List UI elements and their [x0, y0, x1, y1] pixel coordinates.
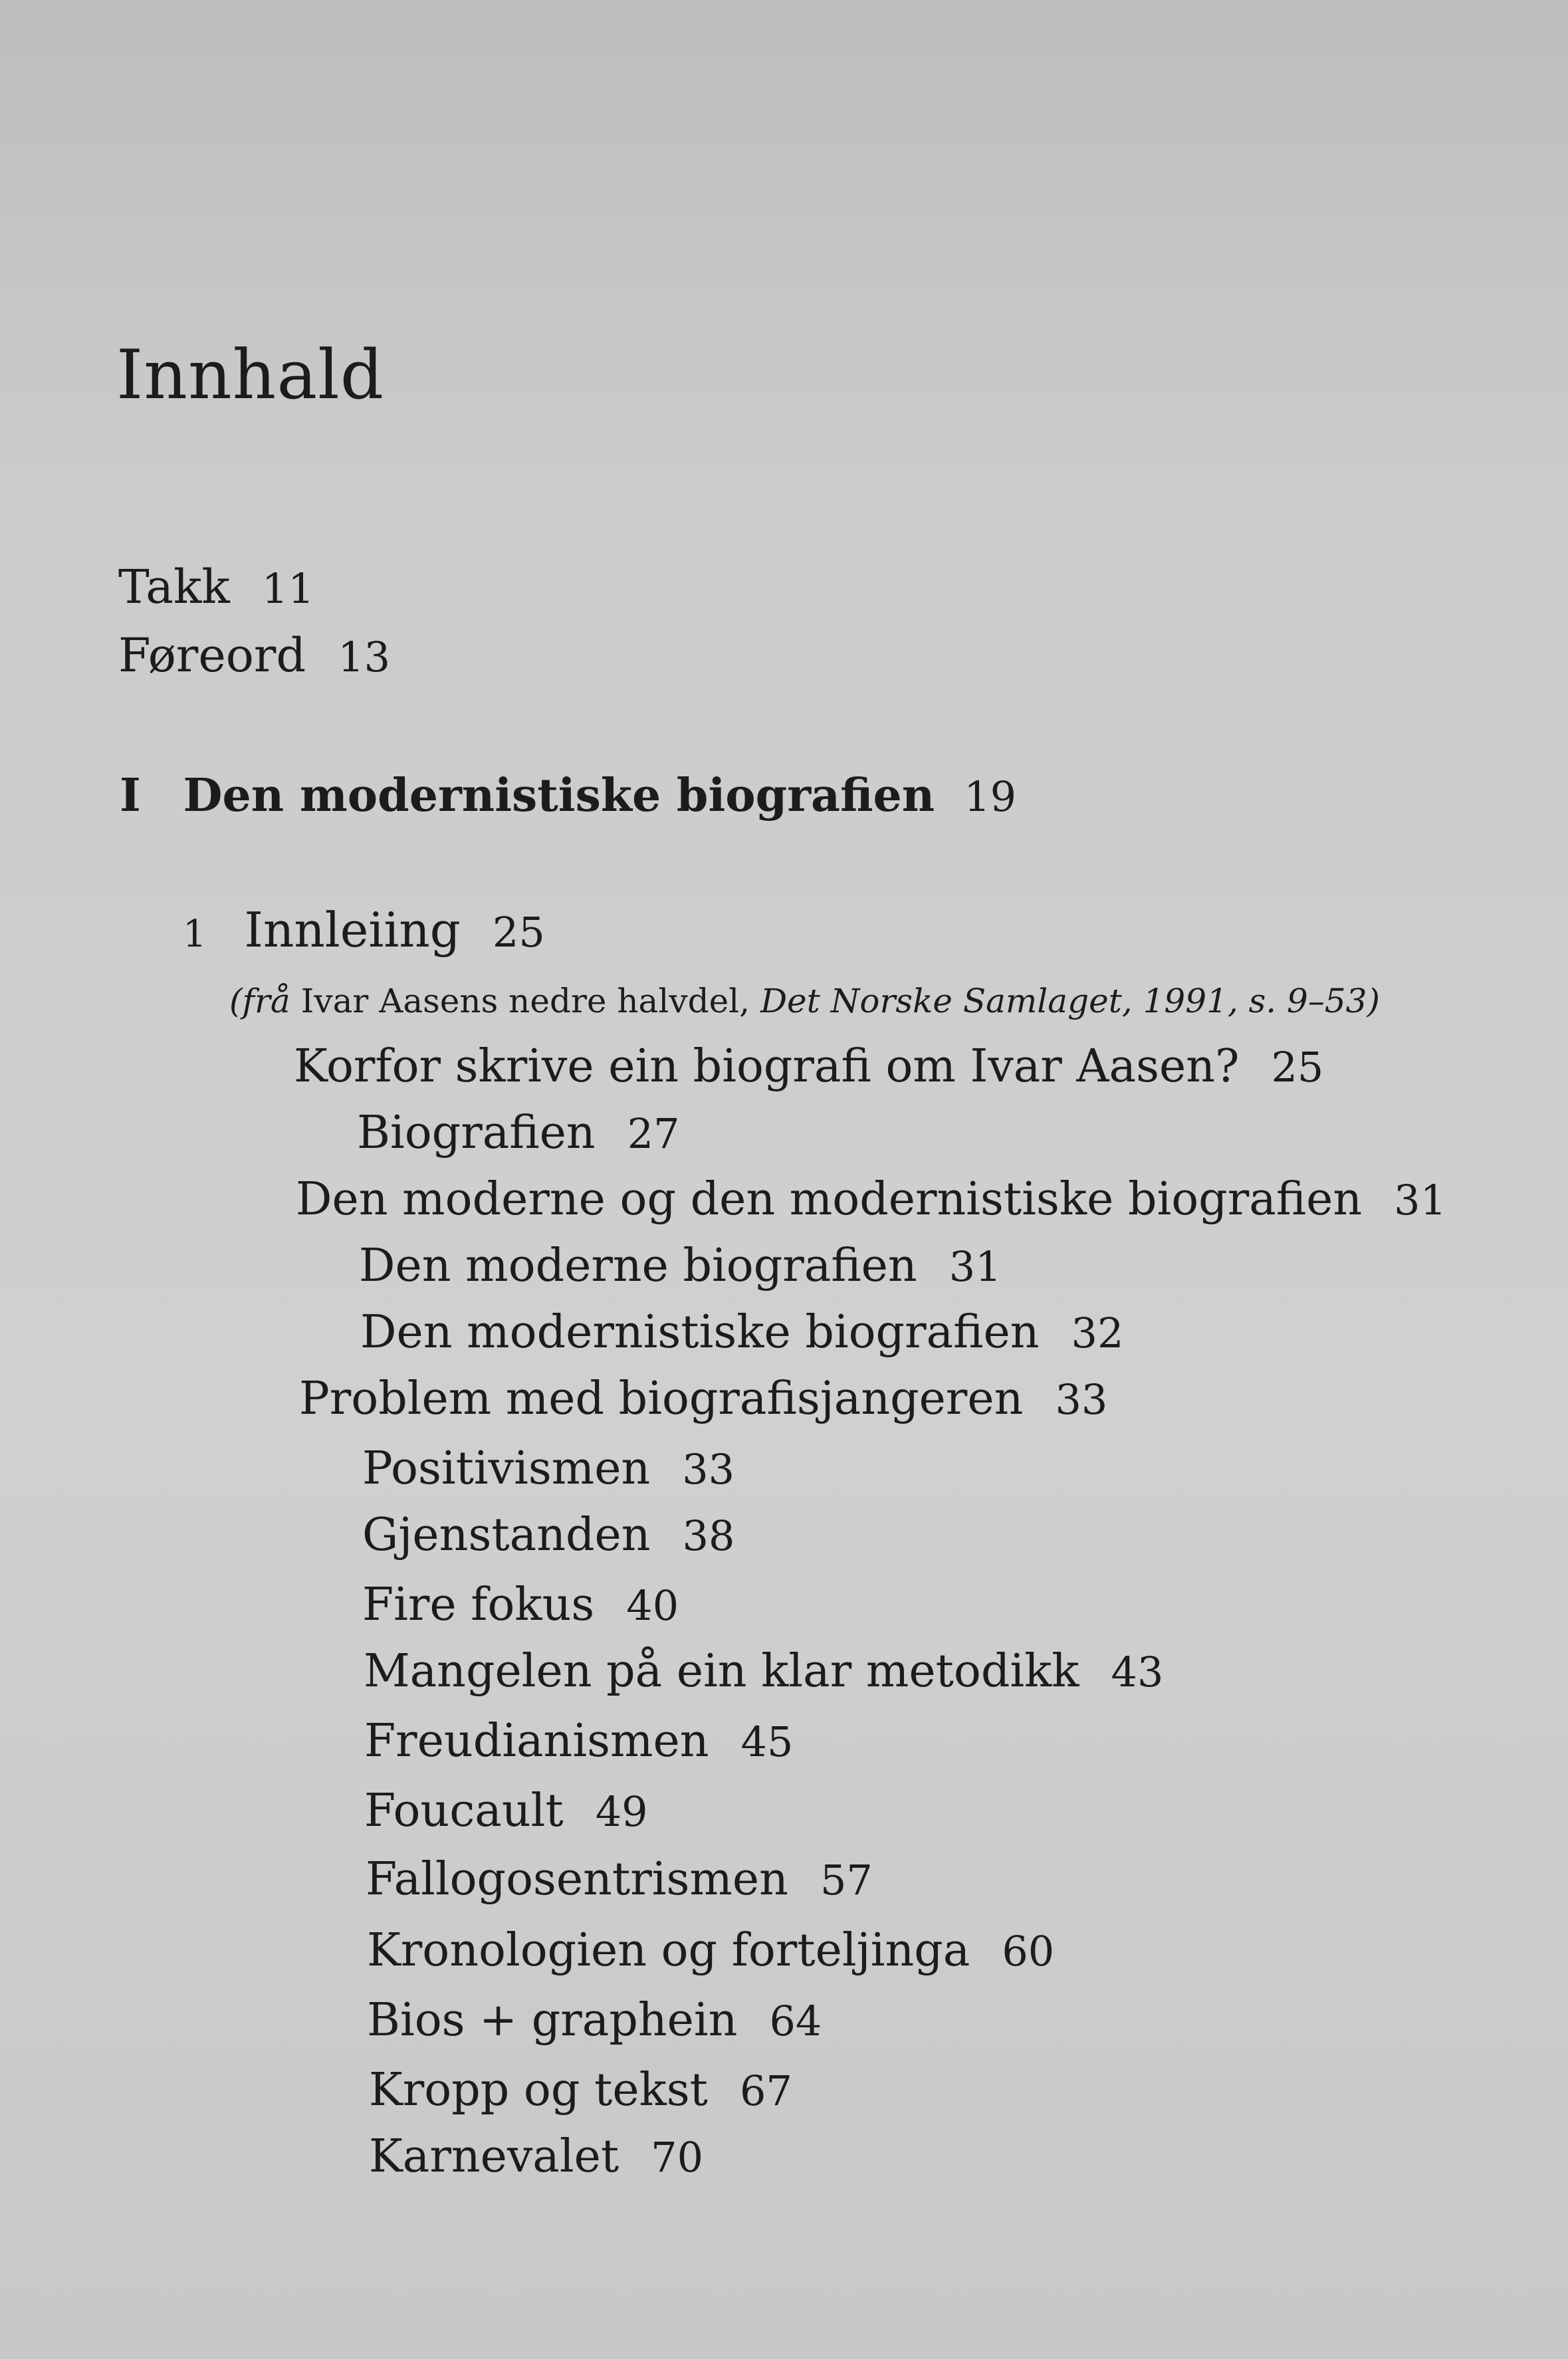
toc-label: Den moderne og den modernistiske biografien	[296, 1173, 1363, 1226]
toc-label: Kropp og tekst	[369, 2064, 708, 2116]
toc-part-heading	[120, 769, 1016, 822]
toc-entry	[359, 1240, 1002, 1292]
toc-entry	[367, 1924, 1054, 1977]
toc-label: Føreord	[118, 628, 306, 683]
toc-page-number: 25	[492, 908, 545, 956]
toc-chapter-heading	[183, 902, 545, 958]
toc-label: Freudianismen	[364, 1715, 709, 1767]
toc-entry	[296, 1173, 1446, 1226]
toc-page-number: 19	[964, 772, 1017, 821]
toc-entry	[367, 1994, 822, 2047]
toc-entry-foreord	[118, 628, 390, 683]
toc-page-number: 33	[682, 1445, 735, 1494]
toc-page-number: 70	[651, 2133, 704, 2182]
toc-page-number: 13	[338, 633, 391, 681]
chapter-number: 1	[183, 913, 207, 956]
toc-label: Korfor skrive ein biografi om Ivar Aasen?	[294, 1040, 1240, 1093]
toc-label: Mangelen på ein klar metodikk	[364, 1645, 1079, 1698]
toc-page-number: 32	[1071, 1309, 1124, 1357]
source-note-open: (frå	[229, 982, 290, 1020]
page-title: Innhald	[116, 336, 385, 415]
toc-page-number: 49	[595, 1787, 648, 1836]
toc-page-number: 33	[1055, 1375, 1108, 1424]
toc-label: Takk	[118, 560, 230, 614]
toc-entry	[369, 2064, 792, 2116]
toc-label: Foucault	[364, 1785, 564, 1837]
toc-entry	[364, 1715, 793, 1767]
toc-label: Bios + graphein	[367, 1994, 738, 2047]
toc-label: Gjenstanden	[362, 1509, 651, 1561]
source-note	[229, 982, 1380, 1020]
toc-entry	[357, 1107, 680, 1159]
part-number: I	[120, 769, 141, 822]
toc-entry	[369, 2130, 703, 2183]
toc-entry	[364, 1785, 648, 1837]
toc-entry	[362, 1509, 734, 1561]
toc-label: Fallogosentrismen	[366, 1853, 788, 1906]
toc-entry-takk	[118, 560, 314, 614]
toc-label: Karnevalet	[369, 2130, 619, 2183]
part-label: Den modernistiske biografien	[183, 769, 935, 822]
toc-page-number: 45	[740, 1718, 794, 1766]
toc-page-number: 38	[682, 1512, 735, 1560]
toc-label: Den modernistiske biografien	[360, 1306, 1040, 1359]
toc-entry	[299, 1373, 1107, 1425]
toc-page-number: 40	[626, 1581, 679, 1630]
toc-label: Positivismen	[362, 1442, 651, 1495]
toc-label: Fire fokus	[362, 1579, 595, 1631]
toc-entry	[360, 1306, 1123, 1359]
toc-page-number: 60	[1002, 1927, 1055, 1975]
toc-label: Problem med biografisjangeren	[299, 1373, 1024, 1425]
toc-entry	[362, 1579, 679, 1631]
source-note-title: Ivar Aasens nedre halvdel,	[290, 982, 760, 1020]
toc-entry	[294, 1040, 1323, 1093]
toc-page-number: 25	[1271, 1043, 1324, 1091]
chapter-label: Innleiing	[244, 902, 461, 958]
toc-page-number: 31	[1394, 1176, 1447, 1224]
toc-page-number: 27	[627, 1109, 680, 1158]
toc-page-number: 57	[820, 1856, 873, 1904]
toc-entry	[364, 1645, 1163, 1698]
toc-page-number: 67	[740, 2067, 792, 2115]
source-note-publisher: Det Norske Samlaget, 1991, s. 9–53)	[760, 982, 1380, 1020]
toc-entry	[366, 1853, 873, 1906]
toc-label: Biografien	[357, 1107, 596, 1159]
toc-label: Kronologien og forteljinga	[367, 1924, 970, 1977]
toc-entry	[362, 1442, 734, 1495]
toc-page-number: 43	[1111, 1648, 1164, 1696]
toc-page-number: 11	[261, 564, 314, 613]
toc-page-number: 31	[949, 1242, 1002, 1291]
toc-page-number: 64	[769, 1997, 822, 2045]
toc-label: Den moderne biografien	[359, 1240, 917, 1292]
